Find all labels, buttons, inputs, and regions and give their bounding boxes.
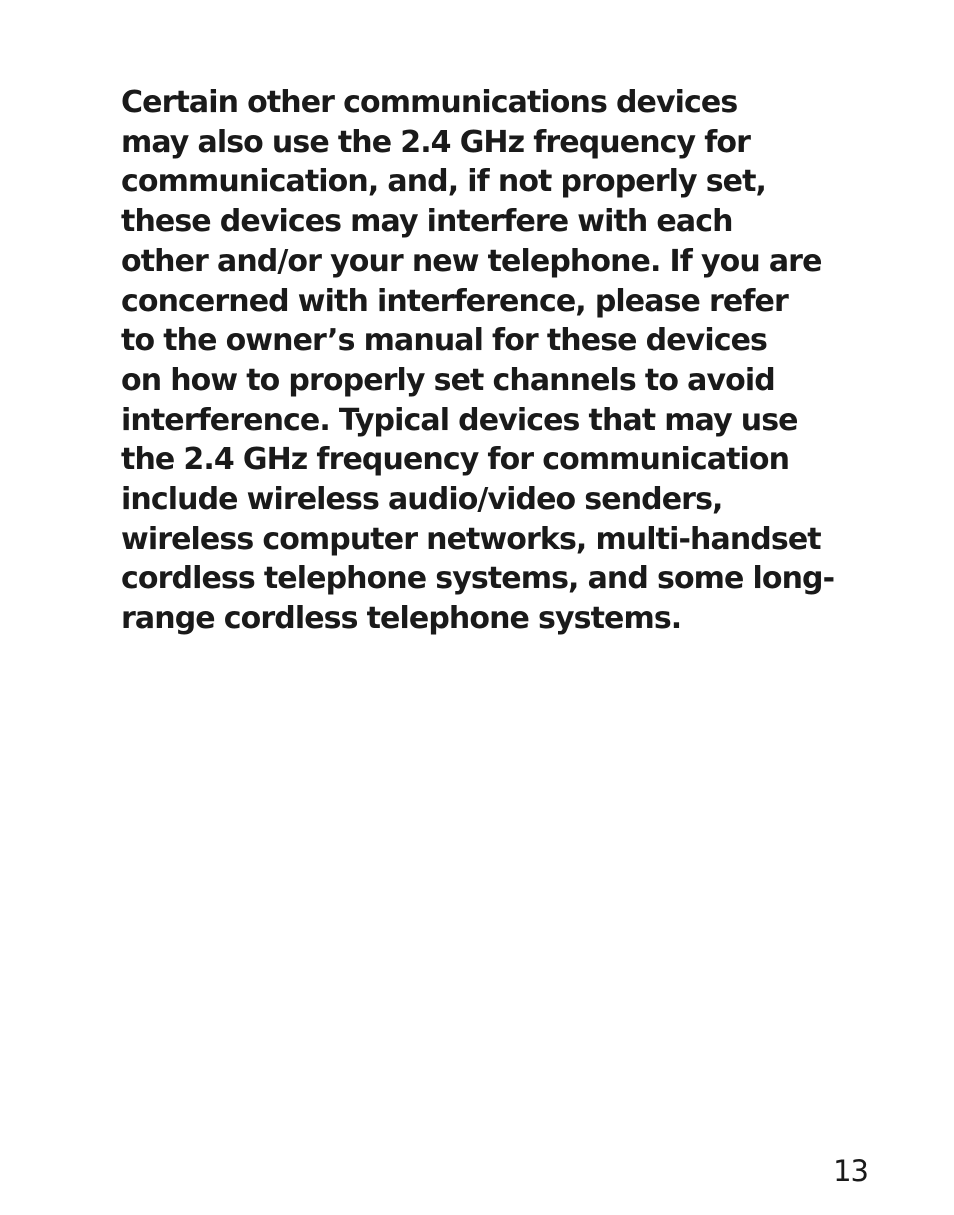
page-number: 13: [833, 1154, 868, 1188]
paragraph-line: the 2.4 GHz frequency for communication: [121, 442, 790, 478]
paragraph-line: range cordless telephone systems.: [121, 601, 682, 637]
paragraph-line: to the owner’s manual for these devices: [121, 323, 767, 359]
paragraph-line: other and/or your new telephone. If you are: [121, 243, 822, 279]
paragraph-line: include wireless audio/video senders,: [121, 482, 723, 518]
paragraph-line: interference. Typical devices that may use: [121, 402, 798, 438]
paragraph-line: on how to properly set channels to avoid: [121, 362, 775, 398]
paragraph-line: wireless computer networks, multi-handset: [121, 521, 821, 557]
paragraph-line: Certain other communications devices: [121, 85, 738, 120]
paragraph-line: may also use the 2.4 GHz frequency for: [121, 124, 751, 160]
paragraph-line: cordless telephone systems, and some long-: [121, 561, 835, 597]
body-paragraph: [121, 83, 881, 639]
paragraph-line: these devices may interfere with each: [121, 204, 733, 240]
paragraph-line: communication, and, if not properly set,: [121, 164, 767, 200]
paragraph-line: concerned with interference, please refer: [121, 283, 788, 319]
